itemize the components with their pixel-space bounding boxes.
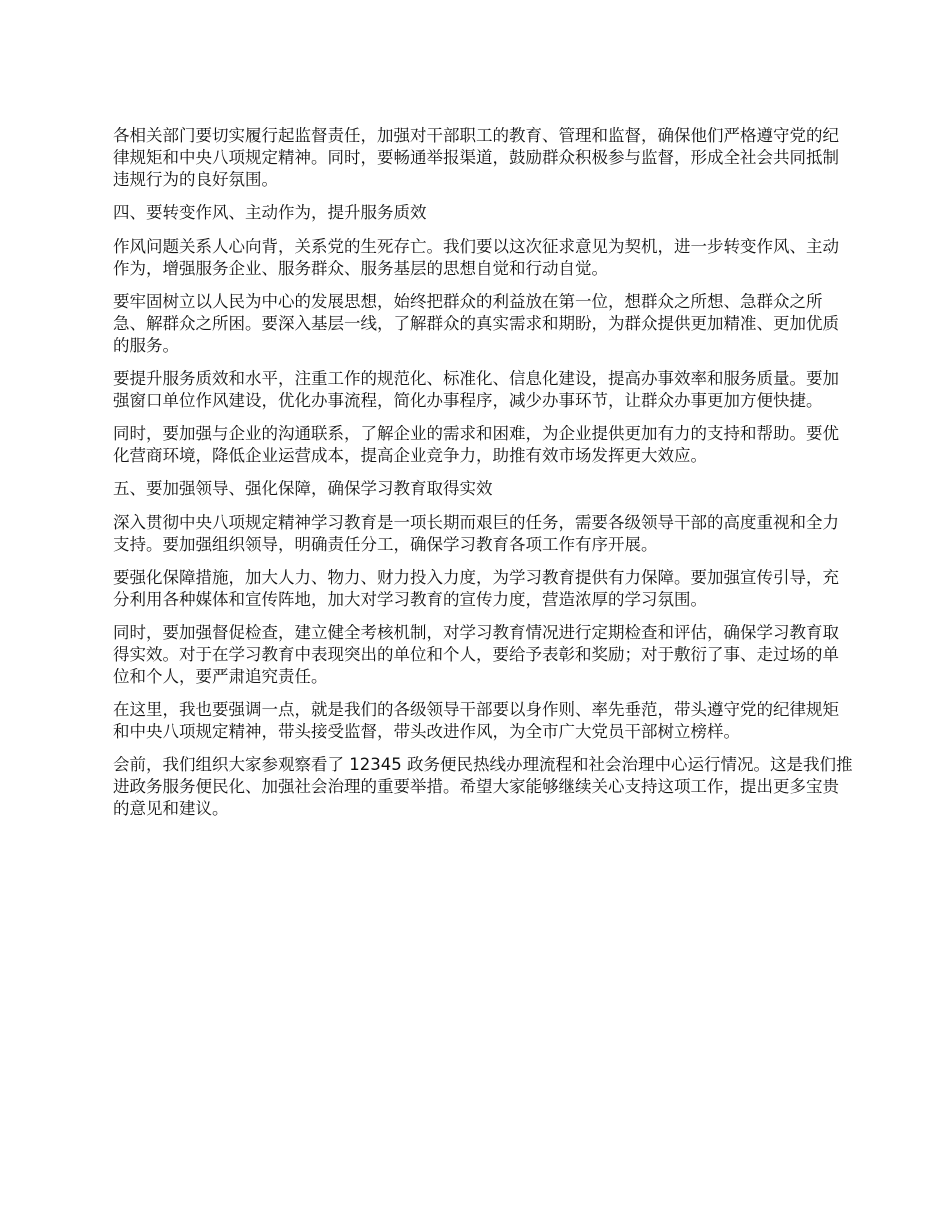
paragraph: 深入贯彻中央八项规定精神学习教育是一项长期而艰巨的任务，需要各级领导干部的高度重视和全力支持。要加强组织领导，明确责任分工，确保学习教育各项工作有序开展。 <box>113 513 839 554</box>
paragraph: 会前，我们组织大家参观察看了 12345 政务便民热线办理流程和社会治理中心运行情况。这是我们推进政务服务便民化、加强社会治理的重要举措。希望大家能够继续关心支持这项工作，提出更多宝贵的意见和建议。 <box>113 755 853 818</box>
section-heading: 五、要加强领导、强化保障，确保学习教育取得实效 <box>113 479 493 498</box>
paragraph: 要牢固树立以人民为中心的发展思想，始终把群众的利益放在第一位，想群众之所想、急群众之所急、解群众之所困。要深入基层一线，了解群众的真实需求和期盼，为群众提供更加精准、更加优质的服务。 <box>113 292 839 355</box>
paragraph: 同时，要加强与企业的沟通联系，了解企业的需求和困难，为企业提供更加有力的支持和帮助。要优化营商环境，降低企业运营成本，提高企业竞争力，助推有效市场发挥更大效应。 <box>113 424 839 465</box>
paragraph: 要提升服务质效和水平，注重工作的规范化、标准化、信息化建设，提高办事效率和服务质量。要加强窗口单位作风建设，优化办事流程，简化办事程序，减少办事环节，让群众办事更加方便快捷。 <box>113 369 839 410</box>
paragraph: 作风问题关系人心向背，关系党的生死存亡。我们要以这次征求意见为契机，进一步转变作风、主动作为，增强服务企业、服务群众、服务基层的思想自觉和行动自觉。 <box>113 237 839 278</box>
paragraph: 要强化保障措施，加大人力、物力、财力投入力度，为学习教育提供有力保障。要加强宣传引导，充分利用各种媒体和宣传阵地，加大对学习教育的宣传力度，营造浓厚的学习氛围。 <box>113 568 839 609</box>
section-heading: 四、要转变作风、主动作为，提升服务质效 <box>113 203 427 222</box>
paragraph: 同时，要加强督促检查，建立健全考核机制，对学习教育情况进行定期检查和评估，确保学习教育取得实效。对于在学习教育中表现突出的单位和个人，要给予表彰和奖励；对于敷衍了事、走过场的单位和个人，要严肃追究责任。 <box>113 623 839 686</box>
document-body <box>113 125 853 831</box>
paragraph: 在这里，我也要强调一点，就是我们的各级领导干部要以身作则、率先垂范，带头遵守党的纪律规矩和中央八项规定精神，带头接受监督，带头改进作风，为全市广大党员干部树立榜样。 <box>113 700 839 741</box>
paragraph: 各相关部门要切实履行起监督责任，加强对干部职工的教育、管理和监督，确保他们严格遵守党的纪律规矩和中央八项规定精神。同时，要畅通举报渠道，鼓励群众积极参与监督，形成全社会共同抵制违规行为的良好氛围。 <box>113 126 839 189</box>
